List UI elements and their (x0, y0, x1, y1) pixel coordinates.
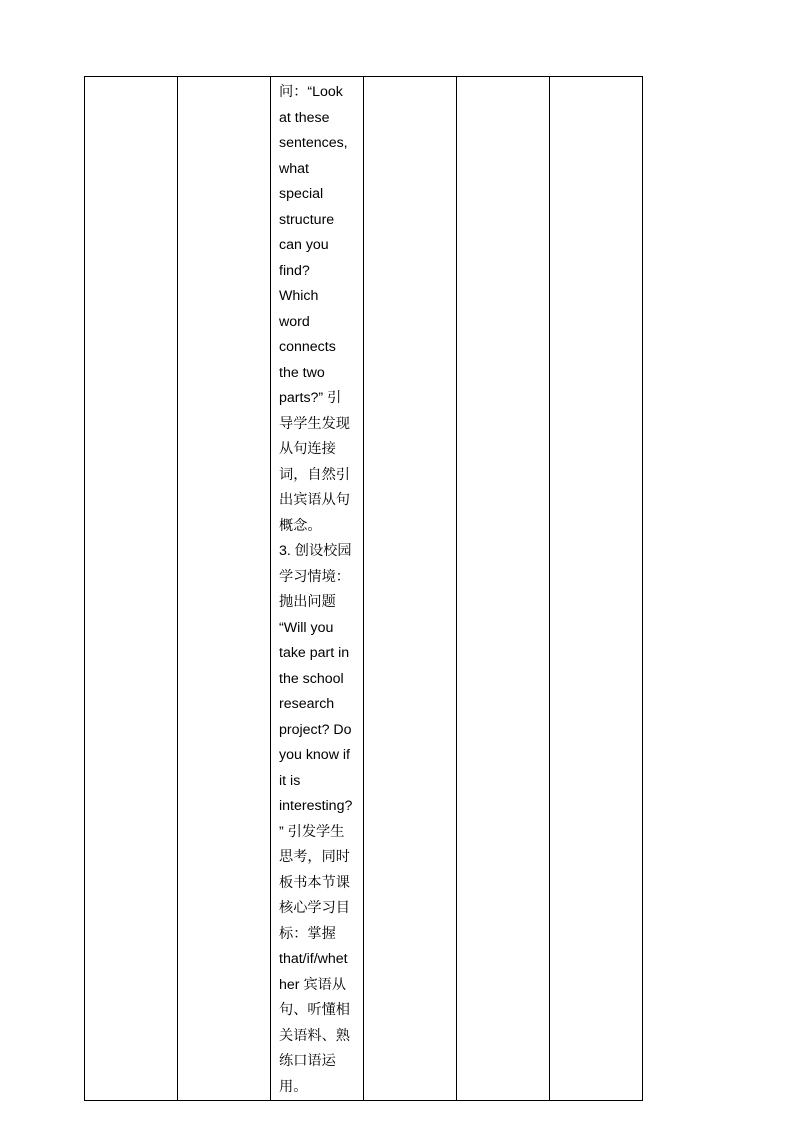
table-cell-1 (85, 77, 178, 1101)
cell-5-text (457, 77, 549, 80)
cell-1-text (85, 77, 177, 80)
table-cell-4 (364, 77, 457, 1101)
cell-6-text (550, 77, 642, 80)
cell-2-text (178, 77, 270, 80)
table-cell-6 (550, 77, 643, 1101)
table-cell-2 (178, 77, 271, 1101)
cell-4-text (364, 77, 456, 80)
table-cell-3 (271, 77, 364, 1101)
table-row (85, 77, 643, 1101)
table-cell-5 (457, 77, 550, 1101)
lesson-plan-table (84, 76, 643, 1101)
cell-3-text: 问：“Look at these sentences, what special structure can you find? Which word connects the two parts?” 引 导学生发现 从句连接 词，自然引 出宾语从句 概念。 3. 创设校园 学习情境： 抛出问题 “Will you take part in the school research project? Do you know if it is interesting? ” 引发学生 思考，同时 板书本节课 核心学习目 标：掌握 that/if/whet her 宾语从 句、听懂相 关语料、熟 练口语运 用。 (279, 84, 353, 1095)
